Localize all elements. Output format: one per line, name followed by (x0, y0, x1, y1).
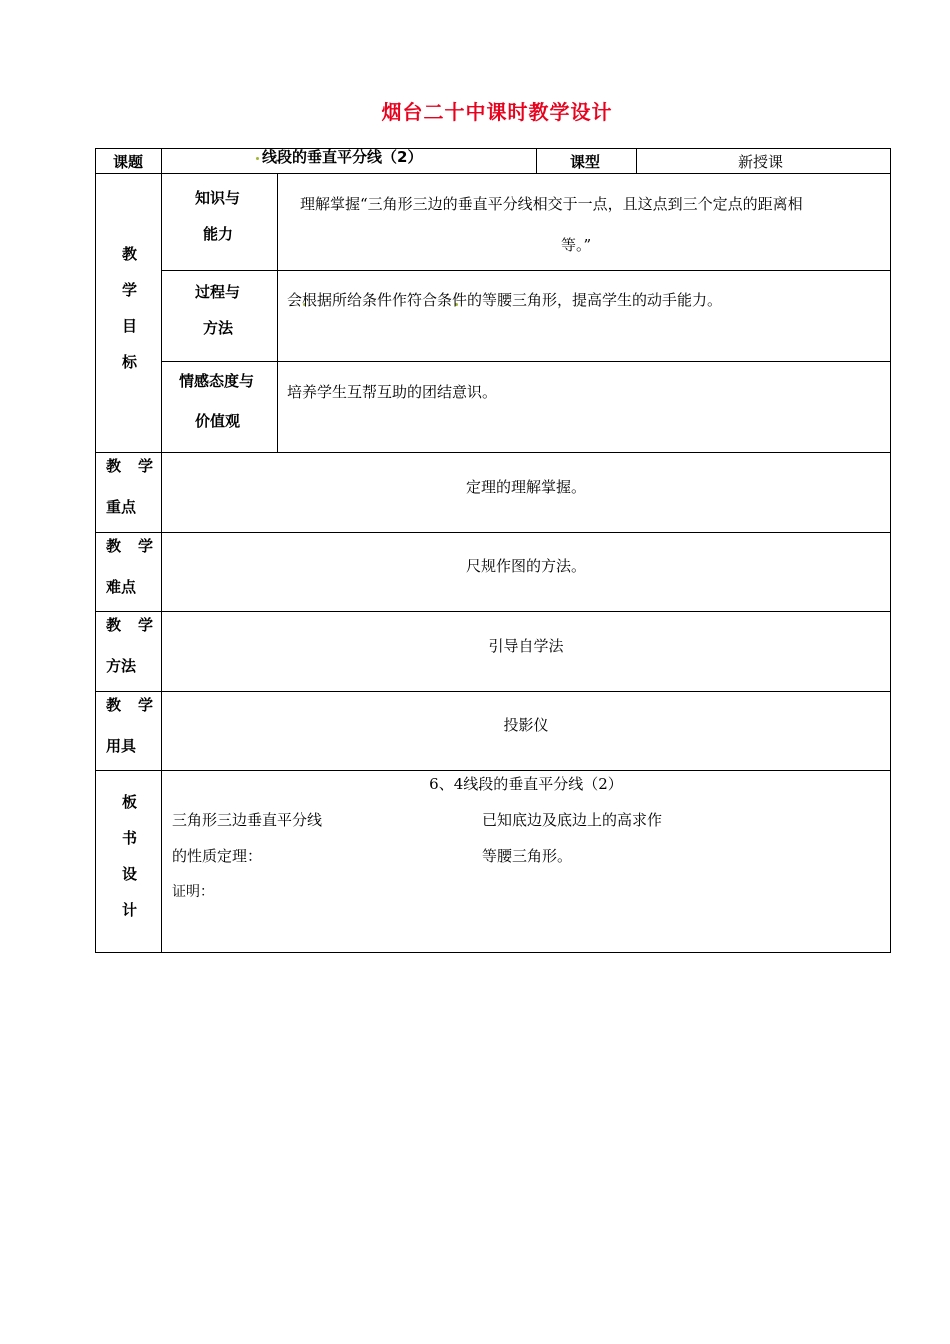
board-label-char: 板 (122, 793, 138, 811)
row-label: 重点 (106, 498, 137, 516)
board-left-text: 证明： (172, 884, 214, 900)
knowledge-label: 知识与 (195, 189, 241, 207)
row-label: 学 (138, 537, 154, 555)
objectives-label-char: 标 (122, 353, 138, 371)
row-label: 学 (138, 457, 154, 475)
row-label: 教 (106, 537, 122, 555)
table-rule (95, 691, 891, 692)
row-label: 教 (106, 696, 122, 714)
table-rule (161, 148, 162, 953)
type-value: 新授课 (738, 153, 784, 171)
topic-label: 课题 (113, 153, 144, 171)
board-heading: 6、4线段的垂直平分线（2） (429, 775, 623, 793)
row-label: 方法 (106, 657, 137, 675)
table-border-top (95, 148, 891, 149)
row-label: 学 (138, 616, 154, 634)
board-right-text: 等腰三角形。 (482, 847, 573, 865)
row-content: 引导自学法 (488, 637, 564, 655)
row-label: 难点 (106, 578, 137, 596)
row-content: 投影仪 (503, 716, 549, 734)
board-label-char: 书 (122, 829, 138, 847)
table-rule (277, 173, 278, 453)
attitude-label: 情感态度与 (179, 372, 255, 390)
objectives-label-char: 学 (122, 281, 138, 299)
attitude-text: 培养学生互帮互助的团结意识。 (287, 383, 498, 401)
table-rule (161, 270, 891, 271)
row-label: 用具 (106, 737, 137, 755)
board-label-char: 设 (122, 865, 138, 883)
table-rule (95, 173, 891, 174)
mark-dot (256, 157, 259, 160)
objectives-label-char: 目 (122, 317, 138, 335)
table-rule (95, 770, 891, 771)
table-border-bottom (95, 952, 891, 953)
table-rule (95, 611, 891, 612)
knowledge-text: 理解掌握“三角形三边的垂直平分线相交于一点，且这点到三个定点的距离相 (300, 195, 803, 213)
row-label: 教 (106, 616, 122, 634)
table-border-right (890, 148, 891, 953)
knowledge-label: 能力 (203, 225, 234, 243)
process-label: 方法 (203, 319, 234, 337)
table-rule (95, 452, 891, 453)
table-border-left (95, 148, 96, 953)
row-label: 教 (106, 457, 122, 475)
board-right-text: 已知底边及底边上的高求作 (482, 811, 663, 829)
objectives-label-char: 教 (122, 245, 138, 263)
process-text: 会根据所给条件作符合条件的等腰三角形，提高学生的动手能力。 (287, 291, 723, 309)
attitude-label: 价值观 (195, 412, 241, 430)
row-content: 定理的理解掌握。 (465, 478, 586, 496)
type-label: 课型 (570, 153, 601, 171)
board-left-text: 三角形三边垂直平分线 (172, 811, 323, 829)
row-label: 学 (138, 696, 154, 714)
row-content: 尺规作图的方法。 (465, 557, 586, 575)
table-rule (95, 532, 891, 533)
board-label-char: 计 (122, 901, 138, 919)
table-rule (536, 148, 537, 174)
topic-value: 线段的垂直平分线（2） (262, 148, 423, 166)
table-rule (636, 148, 637, 174)
process-label: 过程与 (195, 283, 241, 301)
board-left-text: 的性质定理： (172, 847, 263, 865)
table-rule (161, 361, 891, 362)
page-title: 烟台二十中课时教学设计 (381, 100, 613, 124)
knowledge-text: 等。” (561, 236, 592, 254)
